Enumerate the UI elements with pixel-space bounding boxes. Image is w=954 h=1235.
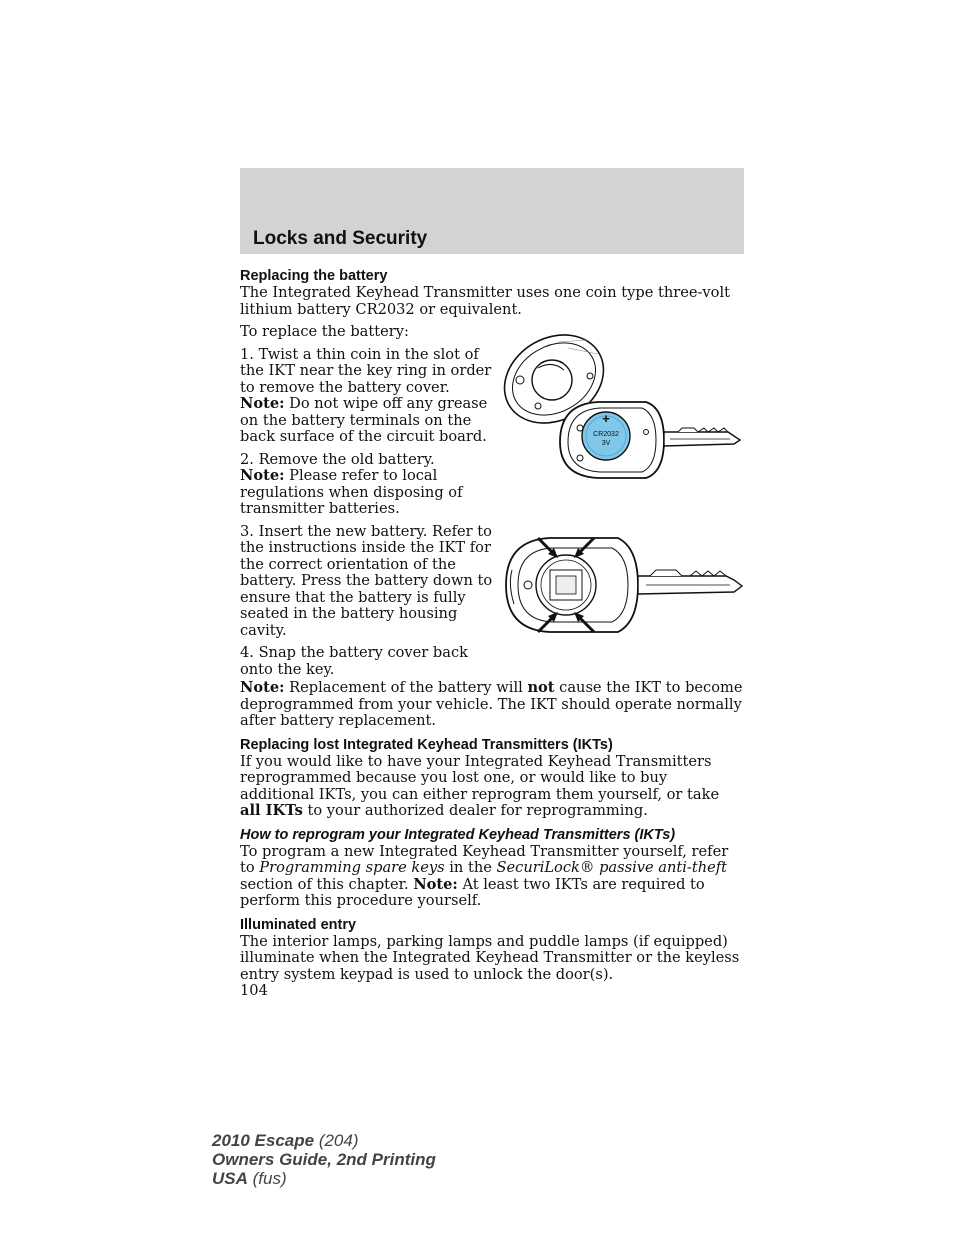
heading-replacing-battery: Replacing the battery — [240, 268, 388, 284]
reprogram-text-b: in the — [444, 859, 497, 876]
step-2-text: 2. Remove the old battery. — [240, 450, 435, 468]
reprogram-ref-spare-keys: Programming spare keys — [259, 859, 445, 876]
battery-model-label: CR2032 — [593, 431, 619, 438]
section-title: Locks and Security — [253, 228, 428, 249]
step-2-note-label: Note: — [240, 467, 285, 484]
reprogram-text-a: To program a new Integrated Keyhead Transmitter yourself, refer to — [240, 842, 729, 876]
footer-line-3 — [212, 1169, 436, 1188]
step-1-text: 1. Twist a thin coin in the slot of the IKT near the key ring in order to remove the battery cover. — [240, 345, 492, 396]
replacing-lost-text-b: to your authorized dealer for reprogramming. — [302, 802, 648, 819]
illuminated-entry-body: The interior lamps, parking lamps and puddle lamps (if equipped) illuminate when the Integrated Keyhead Transmitter or the keyless entry system keypad is used to unlock the door(s). — [240, 932, 740, 983]
replacing-lost-body — [240, 754, 744, 820]
step-3: 3. Insert the new battery. Refer to the instructions inside the IKT for the correct orientation of the battery. Press the battery down to ensure that the battery is fully seated in the battery housing cavity. — [240, 522, 493, 639]
replacement-note-label: Note: — [240, 679, 285, 696]
step-2-note: Please refer to local regulations when disposing of transmitter batteries. — [240, 467, 463, 517]
replacement-note-text-a: Replacement of the battery will — [284, 679, 528, 696]
page-content — [240, 267, 744, 1000]
step-4: 4. Snap the battery cover back onto the key. — [240, 644, 468, 678]
footer-model-code: (204) — [314, 1131, 359, 1150]
heading-illuminated-entry: Illuminated entry — [240, 916, 357, 933]
battery-intro: The Integrated Keyhead Transmitter uses one coin type three-volt lithium battery CR2032 or equivalent. — [240, 284, 730, 318]
battery-voltage-label: 3V — [601, 440, 611, 447]
replacing-lost-bold: all IKTs — [240, 802, 303, 819]
footer-edition: Owners Guide, 2nd Printing — [212, 1150, 436, 1169]
reprogram-body — [240, 844, 744, 910]
heading-replacing-lost: Replacing lost Integrated Keyhead Transmitters (IKTs) — [240, 736, 613, 753]
replacement-note-text-b: cause the IKT to become deprogrammed from your vehicle. The IKT should operate normally after battery replacement. — [240, 679, 743, 729]
heading-how-to-reprogram: How to reprogram your Integrated Keyhead Transmitters (IKTs) — [240, 826, 676, 843]
footer-line-2 — [212, 1150, 436, 1169]
footer-market: USA — [212, 1169, 248, 1188]
document-footer — [212, 1131, 436, 1188]
replacement-note-bold: not — [527, 679, 555, 696]
step-2 — [240, 452, 495, 518]
page-number: 104 — [240, 982, 268, 999]
step-1 — [240, 347, 495, 446]
reprogram-note-label: Note: — [413, 875, 458, 893]
replacing-lost-text-a: If you would like to have your Integrated Keyhead Transmitters reprogrammed because you lost one, or would like to buy additional IKTs, you can either reprogram them yourself, or take — [240, 752, 720, 803]
footer-model: 2010 Escape — [212, 1131, 315, 1150]
step-1-note-label: Note: — [240, 395, 285, 412]
step-1-note: Do not wipe off any grease on the battery terminals on the back surface of the circuit board. — [240, 395, 488, 445]
reprogram-text-c: section of this chapter. — [240, 875, 414, 893]
replacement-note — [240, 680, 744, 730]
to-replace-label: To replace the battery: — [240, 323, 409, 340]
reprogram-note: At least two IKTs are required to perform this procedure yourself. — [240, 875, 705, 909]
footer-line-1 — [212, 1131, 436, 1150]
reprogram-ref-securilock: SecuriLock® passive anti-theft — [496, 859, 728, 876]
footer-market-code: (fus) — [247, 1169, 287, 1188]
battery-plus-label: + — [602, 411, 610, 426]
